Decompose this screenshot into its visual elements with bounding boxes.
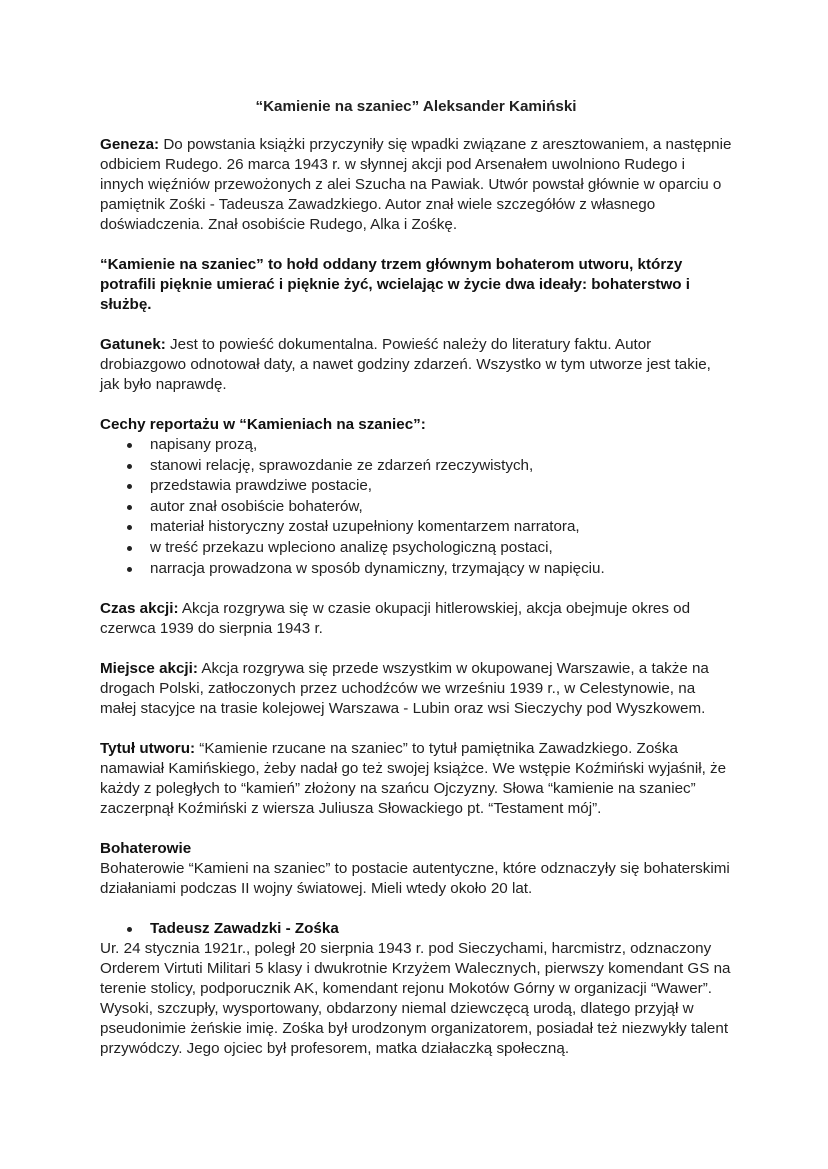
tytul-label: Tytuł utworu: [100, 740, 196, 758]
list-item: w treść przekazu wpleciono analizę psychologiczną postaci, [100, 538, 732, 559]
geneza-paragraph [100, 135, 732, 235]
list-item: stanowi relację, sprawozdanie ze zdarzeń rzeczywistych, [100, 456, 732, 477]
document-title: “Kamienie na szaniec” Aleksander Kamiński [255, 98, 577, 115]
list-item: przedstawia prawdziwe postacie, [100, 476, 732, 497]
zoska-text: Ur. 24 stycznia 1921r., poległ 20 sierpnia 1943 r. pod Sieczychami, harcmistrz, odznaczony Orderem Virtuti Militari 5 klasy i dwukrotnie Krzyżem Walecznych, pierwszy komendant GS na terenie stolicy, podporucznik AK, komendant rejonu Mokotów Górny w organizacji “Wawer”. Wysoki, szczupły, wysportowany, obdarzony niemal dziewczęcą urodą, dlatego przyjął w pseudonimie żeńskie imię. Zośka był urodzonym organizatorem, posiadał też niezwykły talent przywódczy. Jego ojciec był profesorem, matka działaczką społeczną. [100, 940, 731, 1058]
czas-label: Czas akcji: [100, 600, 179, 618]
list-item: narracja prowadzona w sposób dynamiczny, trzymający w napięciu. [100, 559, 732, 580]
bohaterowie-text: Bohaterowie “Kamieni na szaniec” to postacie autentyczne, które odznaczyły się bohaterskimi działaniami podczas II wojny światowej. Mieli wtedy około 20 lat. [100, 860, 730, 898]
miejsce-paragraph [100, 659, 732, 719]
zoska-heading: Tadeusz Zawadzki - Zośka [100, 919, 732, 939]
tytul-paragraph [100, 739, 732, 819]
geneza-label: Geneza: [100, 136, 160, 153]
gatunek-label: Gatunek: [100, 336, 166, 353]
hold-paragraph: “Kamienie na szaniec” to hołd oddany trzem głównym bohaterom utworu, którzy potrafili pięknie umierać i pięknie żyć, wcielając w życie dwa ideały: bohaterstwo i służbę. [100, 256, 690, 313]
list-item: materiał historyczny został uzupełniony komentarzem narratora, [100, 517, 732, 538]
gatunek-paragraph [100, 335, 732, 395]
czas-paragraph [100, 599, 732, 639]
czas-text: Akcja rozgrywa się w czasie okupacji hitlerowskiej, akcja obejmuje okres od czerwca 1939 do sierpnia 1943 r. [100, 600, 691, 638]
list-item: autor znał osobiście bohaterów, [100, 497, 732, 518]
list-item: napisany prozą, [100, 435, 732, 456]
tytul-text: “Kamienie rzucane na szaniec” to tytuł pamiętnika Zawadzkiego. Zośka namawiał Kamińskiego, żeby nadał go też swojej książce. We wstępie Koźmiński wyjaśnił, że każdy z poległych to “kamień” złożony na szańcu Ojczyzny. Słowa “kamienie na szaniec” zaczerpnął Koźmiński z wiersza Juliusza Słowackiego pt. “Testament mój”. [100, 740, 727, 818]
miejsce-text: Akcja rozgrywa się przede wszystkim w okupowanej Warszawie, a także na drogach Polski, zatłoczonych przez uchodźców we wrześniu 1939 r., w Celestynowie, na małej stacyjce na trasie kolejowej Warszawa - Lubin oraz wsi Sieczychy pod Wyszkowem. [100, 660, 709, 718]
geneza-text: Do powstania książki przyczyniły się wpadki związane z aresztowaniem, a następnie odbiciem Rudego. 26 marca 1943 r. w słynnej akcji pod Arsenałem uwolniono Rudego i innych więźniów przewożonych z alei Szucha na Pawiak. Utwór powstał głównie w oparciu o pamiętnik Zośki - Tadeusza Zawadzkiego. Autor znał wiele szczegółów z własnego doświadczenia. Znał osobiście Rudego, Alka i Zośkę. [100, 136, 732, 233]
cechy-list [100, 435, 732, 579]
miejsce-label: Miejsce akcji: [100, 660, 198, 678]
cechy-heading: Cechy reportażu w “Kamieniach na szaniec”: [100, 416, 426, 433]
document-page [100, 97, 732, 1059]
gatunek-text: Jest to powieść dokumentalna. Powieść należy do literatury faktu. Autor drobiazgowo odnotował daty, a nawet godziny zdarzeń. Wszystko w tym utworze jest takie, jak było naprawdę. [100, 336, 711, 393]
bohaterowie-heading: Bohaterowie [100, 840, 192, 858]
